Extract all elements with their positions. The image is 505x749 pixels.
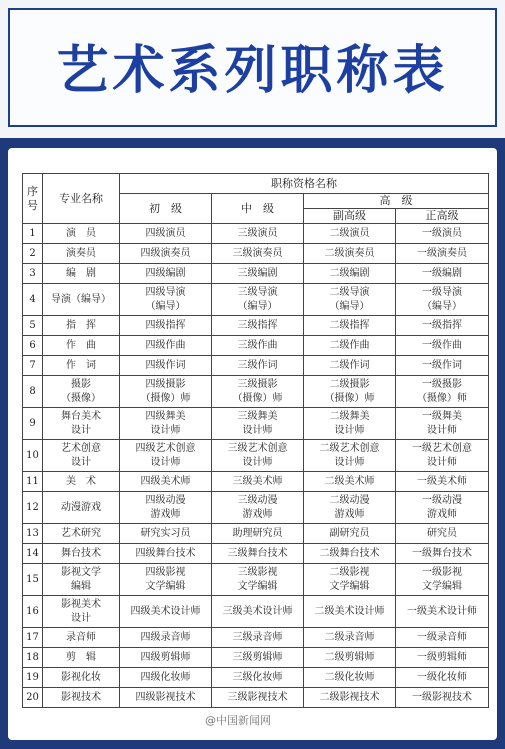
cell-deputy: 二级摄影 （摄像）师 bbox=[304, 376, 396, 408]
cell-deputy: 二级影视技术 bbox=[304, 688, 396, 708]
cell-full: 一级艺术创意 设计师 bbox=[396, 440, 489, 472]
cell-deputy: 二级艺术创意 设计师 bbox=[304, 440, 396, 472]
cell-middle: 三级美术师 bbox=[212, 472, 304, 492]
table-row bbox=[23, 628, 489, 648]
cell-full: 一级编剧 bbox=[396, 264, 489, 284]
cell-major: 美 术 bbox=[43, 472, 120, 492]
cell-full: 一级导演 （编导） bbox=[396, 284, 489, 316]
cell-full: 一级演奏员 bbox=[396, 244, 489, 264]
table-row bbox=[23, 668, 489, 688]
cell-full: 一级剪辑师 bbox=[396, 648, 489, 668]
cell-major: 摄影 （摄像） bbox=[43, 376, 120, 408]
cell-full: 一级影视技术 bbox=[396, 688, 489, 708]
cell-no: 16 bbox=[23, 596, 43, 628]
cell-no: 18 bbox=[23, 648, 43, 668]
cell-full: 一级舞台技术 bbox=[396, 544, 489, 564]
cell-junior: 四级美术师 bbox=[120, 472, 212, 492]
title-table bbox=[22, 173, 489, 708]
cell-no: 7 bbox=[23, 356, 43, 376]
cell-deputy: 二级动漫 游戏师 bbox=[304, 492, 396, 524]
cell-full: 一级录音师 bbox=[396, 628, 489, 648]
cell-deputy: 副研究员 bbox=[304, 524, 396, 544]
cell-middle: 三级指挥 bbox=[212, 316, 304, 336]
cell-junior: 四级演员 bbox=[120, 224, 212, 244]
cell-major: 作 曲 bbox=[43, 336, 120, 356]
cell-major: 影视技术 bbox=[43, 688, 120, 708]
table-row bbox=[23, 544, 489, 564]
table-row bbox=[23, 336, 489, 356]
cell-full: 一级摄影 （摄像）师 bbox=[396, 376, 489, 408]
cell-major: 剪 辑 bbox=[43, 648, 120, 668]
table-row bbox=[23, 688, 489, 708]
cell-junior: 四级摄影 （摄像）师 bbox=[120, 376, 212, 408]
cell-full: 一级演员 bbox=[396, 224, 489, 244]
cell-full: 一级作词 bbox=[396, 356, 489, 376]
cell-middle: 三级导演 （编导） bbox=[212, 284, 304, 316]
cell-middle: 三级作词 bbox=[212, 356, 304, 376]
cell-junior: 四级导演 （编导） bbox=[120, 284, 212, 316]
cell-junior: 四级编剧 bbox=[120, 264, 212, 284]
cell-middle: 三级艺术创意 设计师 bbox=[212, 440, 304, 472]
header-qualification: 职称资格名称 bbox=[120, 174, 489, 194]
cell-deputy: 二级舞美 设计师 bbox=[304, 408, 396, 440]
cell-no: 5 bbox=[23, 316, 43, 336]
cell-full: 一级指挥 bbox=[396, 316, 489, 336]
cell-no: 6 bbox=[23, 336, 43, 356]
cell-deputy: 二级录音师 bbox=[304, 628, 396, 648]
cell-middle: 三级化妆师 bbox=[212, 668, 304, 688]
cell-junior: 四级剪辑师 bbox=[120, 648, 212, 668]
table-row bbox=[23, 316, 489, 336]
cell-full: 一级美术设计师 bbox=[396, 596, 489, 628]
cell-deputy: 二级影视 文学编辑 bbox=[304, 564, 396, 596]
cell-junior: 四级录音师 bbox=[120, 628, 212, 648]
cell-junior: 四级作词 bbox=[120, 356, 212, 376]
cell-no: 19 bbox=[23, 668, 43, 688]
cell-full: 一级舞美 设计师 bbox=[396, 408, 489, 440]
table-row bbox=[23, 356, 489, 376]
table-row bbox=[23, 408, 489, 440]
table-row bbox=[23, 524, 489, 544]
cell-deputy: 二级剪辑师 bbox=[304, 648, 396, 668]
cell-deputy: 二级舞台技术 bbox=[304, 544, 396, 564]
cell-full: 一级作曲 bbox=[396, 336, 489, 356]
cell-junior: 四级影视技术 bbox=[120, 688, 212, 708]
cell-no: 3 bbox=[23, 264, 43, 284]
cell-deputy: 二级作曲 bbox=[304, 336, 396, 356]
cell-junior: 研究实习员 bbox=[120, 524, 212, 544]
cell-major: 演 员 bbox=[43, 224, 120, 244]
cell-middle: 三级美术设计师 bbox=[212, 596, 304, 628]
cell-middle: 三级摄影 （摄像）师 bbox=[212, 376, 304, 408]
cell-middle: 三级舞美 设计师 bbox=[212, 408, 304, 440]
cell-deputy: 二级美术师 bbox=[304, 472, 396, 492]
table-row bbox=[23, 376, 489, 408]
cell-deputy: 二级导演 （编导） bbox=[304, 284, 396, 316]
watermark: @中国新闻网 bbox=[205, 714, 271, 727]
cell-middle: 三级编剧 bbox=[212, 264, 304, 284]
table-row bbox=[23, 596, 489, 628]
cell-middle: 三级演奏员 bbox=[212, 244, 304, 264]
cell-full: 研究员 bbox=[396, 524, 489, 544]
cell-junior: 四级舞美 设计师 bbox=[120, 408, 212, 440]
cell-major: 导演（编导） bbox=[43, 284, 120, 316]
cell-junior: 四级影视 文学编辑 bbox=[120, 564, 212, 596]
cell-deputy: 二级演奏员 bbox=[304, 244, 396, 264]
cell-major: 录音师 bbox=[43, 628, 120, 648]
cell-no: 8 bbox=[23, 376, 43, 408]
cell-no: 20 bbox=[23, 688, 43, 708]
table-row bbox=[23, 284, 489, 316]
cell-deputy: 二级指挥 bbox=[304, 316, 396, 336]
table-row bbox=[23, 440, 489, 472]
cell-deputy: 二级演员 bbox=[304, 224, 396, 244]
cell-major: 艺术研究 bbox=[43, 524, 120, 544]
cell-middle: 三级影视技术 bbox=[212, 688, 304, 708]
cell-junior: 四级化妆师 bbox=[120, 668, 212, 688]
cell-no: 17 bbox=[23, 628, 43, 648]
cell-middle: 三级剪辑师 bbox=[212, 648, 304, 668]
cell-full: 一级化妆师 bbox=[396, 668, 489, 688]
table-row bbox=[23, 264, 489, 284]
cell-major: 艺术创意 设计 bbox=[43, 440, 120, 472]
table-row bbox=[23, 472, 489, 492]
cell-no: 2 bbox=[23, 244, 43, 264]
cell-major: 编 剧 bbox=[43, 264, 120, 284]
cell-deputy: 二级编剧 bbox=[304, 264, 396, 284]
cell-full: 一级美术师 bbox=[396, 472, 489, 492]
header-deputy-senior: 副高级 bbox=[304, 209, 396, 224]
cell-middle: 三级录音师 bbox=[212, 628, 304, 648]
table-row bbox=[23, 564, 489, 596]
cell-junior: 四级动漫 游戏师 bbox=[120, 492, 212, 524]
cell-junior: 四级指挥 bbox=[120, 316, 212, 336]
cell-no: 11 bbox=[23, 472, 43, 492]
table-row bbox=[23, 648, 489, 668]
cell-deputy: 二级化妆师 bbox=[304, 668, 396, 688]
cell-major: 动漫游戏 bbox=[43, 492, 120, 524]
cell-no: 9 bbox=[23, 408, 43, 440]
cell-middle: 三级影视 文学编辑 bbox=[212, 564, 304, 596]
cell-middle: 三级作曲 bbox=[212, 336, 304, 356]
cell-middle: 三级舞台技术 bbox=[212, 544, 304, 564]
cell-middle: 三级演员 bbox=[212, 224, 304, 244]
cell-major: 舞台技术 bbox=[43, 544, 120, 564]
cell-no: 12 bbox=[23, 492, 43, 524]
header-middle: 中 级 bbox=[212, 194, 304, 224]
cell-full: 一级动漫 游戏师 bbox=[396, 492, 489, 524]
cell-middle: 助理研究员 bbox=[212, 524, 304, 544]
cell-deputy: 二级作词 bbox=[304, 356, 396, 376]
cell-no: 14 bbox=[23, 544, 43, 564]
header-seq: 序 号 bbox=[23, 174, 43, 224]
header-full-senior: 正高级 bbox=[396, 209, 489, 224]
cell-major: 舞台美术 设计 bbox=[43, 408, 120, 440]
cell-major: 作 词 bbox=[43, 356, 120, 376]
cell-middle: 三级动漫 游戏师 bbox=[212, 492, 304, 524]
cell-major: 影视化妆 bbox=[43, 668, 120, 688]
cell-junior: 四级作曲 bbox=[120, 336, 212, 356]
header-junior: 初 级 bbox=[120, 194, 212, 224]
cell-no: 10 bbox=[23, 440, 43, 472]
table-row bbox=[23, 224, 489, 244]
cell-major: 影视美术 设计 bbox=[43, 596, 120, 628]
cell-junior: 四级美术设计师 bbox=[120, 596, 212, 628]
cell-full: 一级影视 文学编辑 bbox=[396, 564, 489, 596]
page-title: 艺术系列职称表 bbox=[56, 41, 449, 101]
cell-no: 1 bbox=[23, 224, 43, 244]
cell-deputy: 二级美术设计师 bbox=[304, 596, 396, 628]
cell-no: 4 bbox=[23, 284, 43, 316]
cell-major: 影视文学 编辑 bbox=[43, 564, 120, 596]
header-major: 专业名称 bbox=[43, 174, 120, 224]
header-senior: 高 级 bbox=[304, 194, 489, 209]
cell-no: 15 bbox=[23, 564, 43, 596]
cell-major: 指 挥 bbox=[43, 316, 120, 336]
cell-junior: 四级舞台技术 bbox=[120, 544, 212, 564]
cell-no: 13 bbox=[23, 524, 43, 544]
table-row bbox=[23, 492, 489, 524]
table-body bbox=[23, 224, 489, 708]
cell-junior: 四级演奏员 bbox=[120, 244, 212, 264]
cell-major: 演奏员 bbox=[43, 244, 120, 264]
cell-junior: 四级艺术创意 设计师 bbox=[120, 440, 212, 472]
table-row bbox=[23, 244, 489, 264]
